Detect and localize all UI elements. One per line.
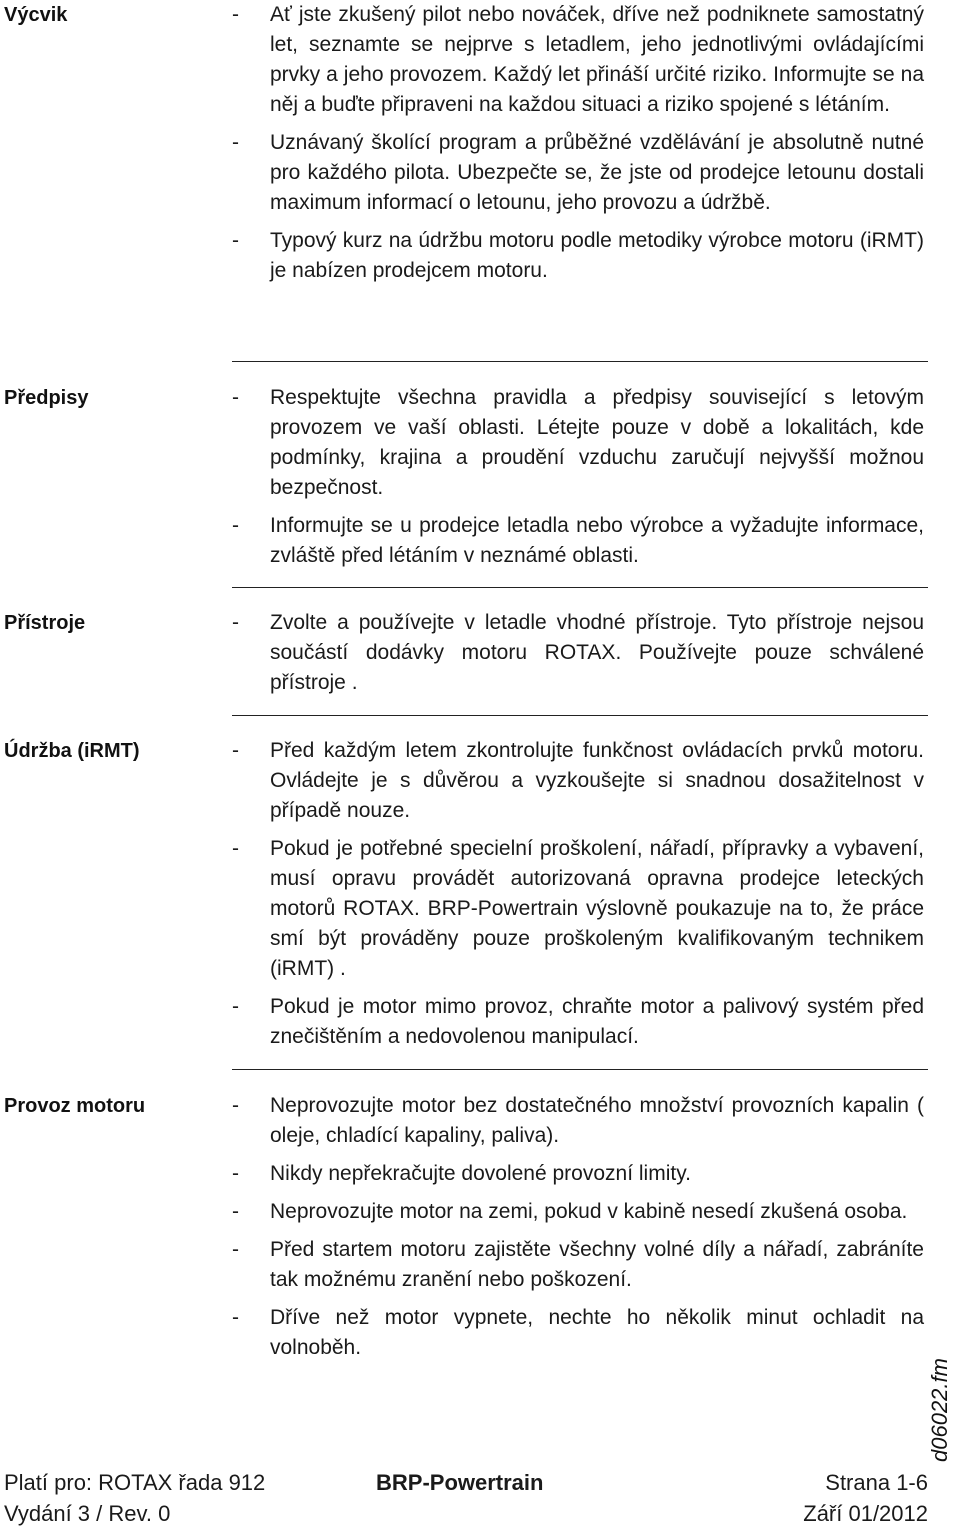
- footer-brand: BRP-Powertrain: [376, 1470, 544, 1495]
- file-id-label: d06022.fm: [927, 1358, 952, 1462]
- footer-edition: Vydání 3 / Rev. 0: [4, 1501, 171, 1526]
- item-list: [232, 736, 924, 1060]
- list-item: - Zvolte a používejte v letadle vhodné přístroje. Tyto přístroje nejsou součástí dodávky motoru ROTAX. Používejte pouze schválené přístroje .: [232, 611, 924, 694]
- list-item: - Respektujte všechna pravidla a předpisy související s letovým provozem ve vaší oblasti. Létejte pouze v době a lokalitách, kde podmínky, krajina a proudění vzduchu zaručují nejvyšší možnou bezpečnost.: [232, 386, 924, 499]
- item-list: [232, 608, 924, 706]
- item-list: [232, 383, 924, 579]
- list-item: - Uznávaný školící program a průběžné vzdělávání je absolutně nutné pro každého pilota. Ubezpečte se, že jste od prodejce letounu dostali maximum informací o letounu, jeho provozu a údržbě.: [232, 131, 924, 214]
- section-title: Údržba (iRMT): [4, 740, 140, 762]
- footer-valid-for: Platí pro: ROTAX řada 912: [4, 1470, 266, 1495]
- section-divider: [232, 361, 928, 362]
- section-title: Výcvik: [4, 4, 68, 26]
- list-item: - Před každým letem zkontrolujte funkčnost ovládacích prvků motoru. Ovládejte je s důvěrou a vyzkoušejte si snadnou dosažitelnost v případě nouze.: [232, 739, 924, 822]
- list-item: - Pokud je potřebné specielní proškolení, nářadí, přípravky a vybavení, musí opravu provádět autorizovaná opravna prodejce leteckých motorů ROTAX. BRP-Powertrain výslovně poukazuje na to, že práce smí být prováděny pouze proškoleným kvalifikovaným technikem (iRMT) .: [232, 837, 924, 980]
- list-item: - Ať jste zkušený pilot nebo nováček, dříve než podniknete samostatný let, seznamte se nejprve s letadlem, jeho jednotlivými ovládajícími prvky a jeho provozem. Každý let přináší určité riziko. Informujte se na něj a buďte připraveni na každou situaci a riziko spojené s létáním.: [232, 3, 924, 116]
- section-title: Provoz motoru: [4, 1095, 146, 1117]
- footer-date: Září 01/2012: [803, 1501, 928, 1526]
- section-divider: [232, 587, 928, 588]
- list-item: - Před startem motoru zajistěte všechny volné díly a nářadí, zabráníte tak možnému zranění nebo poškození.: [232, 1238, 924, 1291]
- section-divider: [232, 1069, 928, 1070]
- list-item: - Nikdy nepřekračujte dovolené provozní limity.: [232, 1162, 691, 1185]
- item-list: [232, 1091, 924, 1371]
- list-item: - Neprovozujte motor na zemi, pokud v kabině nesedí zkušená osoba.: [232, 1200, 908, 1223]
- list-item: - Dříve než motor vypnete, nechte ho několik minut ochladit na volnoběh.: [232, 1306, 924, 1359]
- section-title: Přístroje: [4, 612, 86, 634]
- section-title: Předpisy: [4, 387, 89, 409]
- footer-page-number: Strana 1-6: [825, 1470, 928, 1495]
- section-divider: [232, 715, 928, 716]
- list-item: - Neprovozujte motor bez dostatečného množství provozních kapalin ( oleje, chladící kapaliny, paliva).: [232, 1094, 924, 1147]
- list-item: - Typový kurz na údržbu motoru podle metodiky výrobce motoru (iRMT) je nabízen prodejcem motoru.: [232, 229, 924, 282]
- item-list: [232, 0, 924, 294]
- list-item: - Informujte se u prodejce letadla nebo výrobce a vyžadujte informace, zvláště před létáním v neznámé oblasti.: [232, 514, 924, 567]
- list-item: - Pokud je motor mimo provoz, chraňte motor a palivový systém před znečištěním a nedovolenou manipulací.: [232, 995, 924, 1048]
